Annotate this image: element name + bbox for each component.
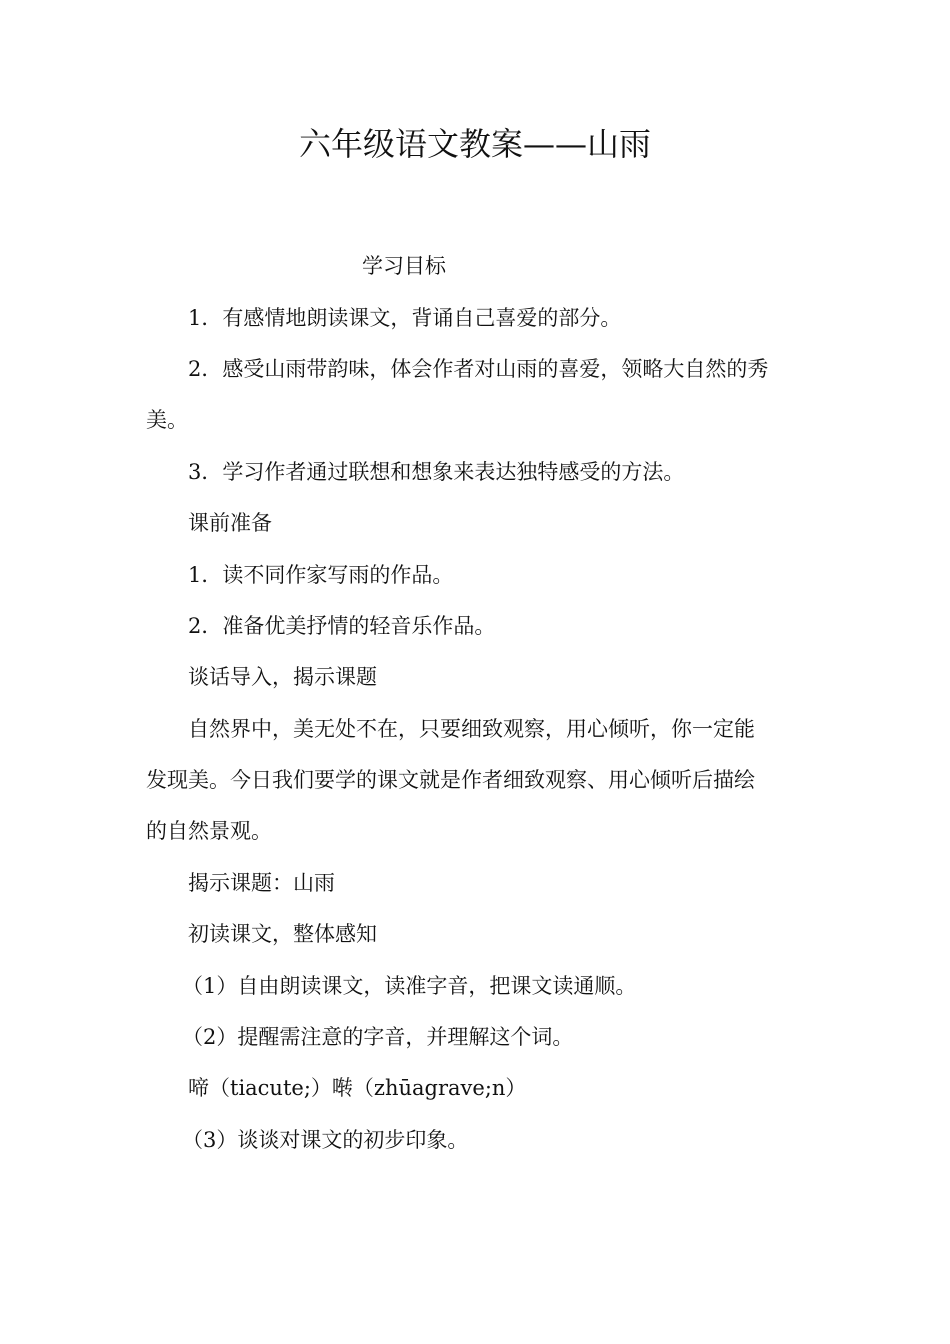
goal-item-1: 1．有感情地朗读课文，背诵自己喜爱的部分。	[188, 306, 622, 330]
prep-item-1: 1．读不同作家写雨的作品。	[188, 563, 454, 587]
reveal-topic: 揭示课题：山雨	[188, 871, 335, 895]
reading-step-3: （3）谈谈对课文的初步印象。	[182, 1128, 469, 1152]
goal-item-3: 3．学习作者通过联想和想象来表达独特感受的方法。	[188, 460, 685, 484]
intro-paragraph-line-2: 发现美。今日我们要学的课文就是作者细致观察、用心倾听后描绘	[146, 768, 755, 792]
heading-learning-goals: 学习目标	[362, 254, 446, 278]
heading-first-reading: 初读课文，整体感知	[188, 922, 377, 946]
reading-step-2: （2）提醒需注意的字音，并理解这个词。	[182, 1025, 574, 1049]
prep-item-2: 2．准备优美抒情的轻音乐作品。	[188, 614, 496, 638]
intro-paragraph-line-3: 的自然景观。	[146, 819, 272, 843]
reading-step-1: （1）自由朗读课文，读准字音，把课文读通顺。	[182, 974, 637, 998]
document-title: 六年级语文教案——山雨	[298, 125, 651, 163]
heading-introduction: 谈话导入，揭示课题	[188, 665, 377, 689]
heading-preparation: 课前准备	[188, 511, 272, 535]
pronunciation-note: 啼（tiacute;）啭（zhūagrave;n）	[188, 1076, 527, 1100]
goal-item-2: 2．感受山雨带韵味，体会作者对山雨的喜爱，领略大自然的秀	[188, 357, 769, 381]
goal-item-2-continued: 美。	[146, 408, 188, 432]
intro-paragraph-line-1: 自然界中，美无处不在，只要细致观察，用心倾听，你一定能	[188, 717, 755, 741]
